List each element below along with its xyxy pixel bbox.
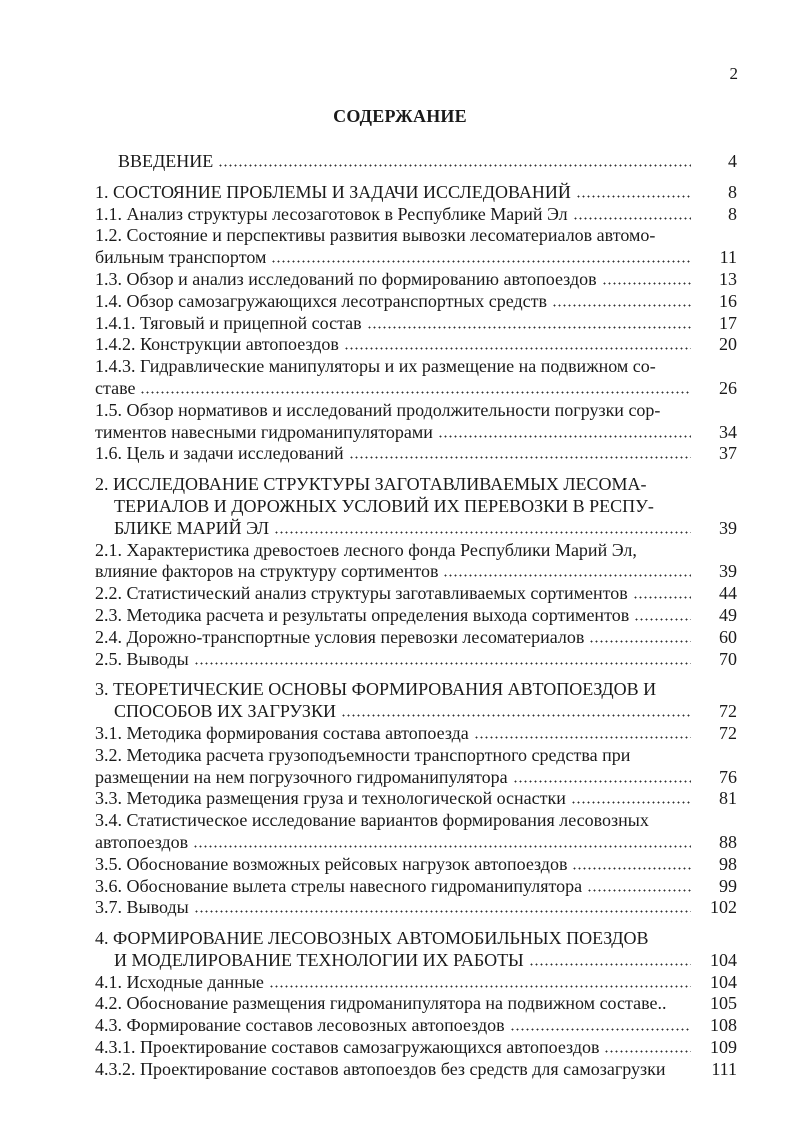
toc-entry-title: 3.6. Обоснование вылета стрелы навесного гидроманипулятора [95, 875, 583, 896]
toc-page-number: 8 [728, 203, 737, 224]
toc-entry-section [95, 745, 737, 789]
toc-entry-chapter [95, 679, 737, 723]
dot-leader [349, 456, 691, 459]
toc-entry-section [95, 334, 737, 356]
toc-line [95, 745, 737, 767]
toc-entry-section [95, 972, 737, 994]
toc-line [95, 518, 737, 540]
toc-entry-title: 2.4. Дорожно-транспортные условия перевозки лесоматериалов [95, 626, 585, 647]
toc-entry-title: 4.3.2. Проектирование составов автопоездов без средств для самозагрузки [95, 1058, 666, 1079]
toc-entry-title: СПОСОБОВ ИХ ЗАГРУЗКИ [114, 701, 336, 722]
toc-page-number: 88 [719, 831, 737, 852]
toc-page-number: 37 [719, 443, 737, 464]
dot-leader [274, 531, 691, 534]
toc-line [95, 972, 737, 994]
toc-line [95, 422, 737, 444]
dot-leader [571, 801, 691, 804]
toc-entry-title: 1.2. Состояние и перспективы развития вывозки лесоматериалов автомо- [95, 225, 656, 246]
toc-entry-section [95, 723, 737, 745]
dot-leader [529, 963, 691, 966]
toc-line [95, 723, 737, 745]
dot-leader [344, 347, 691, 350]
dot-leader [194, 662, 691, 665]
toc-entry-title: 4.3.1. Проектирование составов самозагружающихся автопоездов [95, 1037, 600, 1058]
dot-leader [513, 780, 691, 783]
toc-line [95, 540, 737, 562]
toc-entry-section [95, 876, 737, 898]
toc-line [95, 993, 737, 1015]
toc-line [95, 269, 737, 291]
toc-entry-section [95, 583, 737, 605]
toc-line [95, 788, 737, 810]
table-of-contents [95, 151, 737, 1081]
dot-leader [589, 640, 691, 643]
toc-line [95, 400, 737, 422]
toc-page-number: 72 [719, 722, 737, 743]
toc-entry-section [95, 269, 737, 291]
toc-entry-section [95, 897, 737, 919]
toc-entry-chapter [95, 928, 737, 972]
dot-leader [140, 391, 691, 394]
toc-entry-section [95, 443, 737, 465]
toc-page-number: 111 [711, 1058, 737, 1079]
toc-page-number: 20 [719, 334, 737, 355]
toc-page-number: 26 [719, 377, 737, 398]
toc-entry-title: 1.1. Анализ структуры лесозаготовок в Республике Марий Эл [95, 203, 568, 224]
toc-line [95, 767, 737, 789]
toc-page-number: 104 [710, 971, 737, 992]
toc-entry-title: 1.5. Обзор нормативов и исследований продолжительности погрузки сор- [95, 399, 661, 420]
toc-entry-section [95, 605, 737, 627]
toc-entry-title: 1.4.2. Конструкции автопоездов [95, 334, 339, 355]
toc-entry-title: 1.3. Обзор и анализ исследований по формированию автопоездов [95, 268, 597, 289]
toc-entry-title: 4.2. Обоснование размещения гидроманипулятора на подвижном составе.. [95, 993, 667, 1014]
toc-line [95, 334, 737, 356]
toc-entry-section [95, 649, 737, 671]
toc-entry-title: 3. ТЕОРЕТИЧЕСКИЕ ОСНОВЫ ФОРМИРОВАНИЯ АВТОПОЕЗДОВ И [95, 679, 657, 700]
toc-entry-title: И МОДЕЛИРОВАНИЕ ТЕХНОЛОГИИ ИХ РАБОТЫ [114, 949, 524, 970]
toc-entry-title: 2. ИССЛЕДОВАНИЕ СТРУКТУРЫ ЗАГОТАВЛИВАЕМЫХ ЛЕСОМА- [95, 474, 647, 495]
toc-page-number: 108 [710, 1015, 737, 1036]
toc-line [95, 1059, 737, 1081]
toc-line [118, 151, 737, 173]
toc-entry-title: бильным транспортом [95, 247, 267, 268]
toc-entry-section [95, 204, 737, 226]
toc-line [95, 378, 737, 400]
toc-line [95, 605, 737, 627]
toc-line [95, 832, 737, 854]
dot-leader [193, 845, 691, 848]
toc-entry-title: 4. ФОРМИРОВАНИЕ ЛЕСОВОЗНЫХ АВТОМОБИЛЬНЫХ ПОЕЗДОВ [95, 928, 649, 949]
toc-entry-title: 4.3. Формирование составов лесовозных автопоездов [95, 1015, 505, 1036]
toc-entry-chapter [95, 474, 737, 539]
toc-entry-title: тиментов навесными гидроманипуляторами [95, 421, 433, 442]
toc-entry-title: БЛИКЕ МАРИЙ ЭЛ [114, 517, 270, 538]
toc-page-number: 13 [719, 268, 737, 289]
toc-entry-title: 1.4.1. Тяговый и прицепной состав [95, 312, 362, 333]
dot-leader [634, 618, 691, 621]
toc-entry-section [95, 1059, 737, 1081]
dot-leader [269, 985, 691, 988]
dot-leader [474, 736, 691, 739]
toc-entry-section [95, 313, 737, 335]
toc-entry-section [95, 400, 737, 444]
toc-entry-title: размещении на нем погрузочного гидроманипулятора [95, 766, 508, 787]
toc-line [95, 928, 737, 950]
toc-entry-title: 1.4.3. Гидравлические манипуляторы и их размещение на подвижном со- [95, 356, 656, 377]
toc-entry-chapter [95, 182, 737, 204]
toc-page-number: 102 [710, 897, 737, 918]
toc-page-number: 34 [719, 421, 737, 442]
toc-line [95, 561, 737, 583]
toc-line [95, 313, 737, 335]
toc-entry-title: ставе [95, 377, 136, 398]
dot-leader [194, 910, 691, 913]
toc-page-number: 60 [719, 626, 737, 647]
toc-line [95, 496, 737, 518]
toc-entry-section [95, 810, 737, 854]
dot-leader [602, 282, 691, 285]
toc-line [95, 1015, 737, 1037]
toc-entry-title: влияние факторов на структуру сортиментов [95, 561, 439, 582]
dot-leader [510, 1028, 691, 1031]
toc-entry-section [95, 540, 737, 584]
dot-leader [443, 574, 691, 577]
toc-entry-title: 2.2. Статистический анализ структуры заготавливаемых сортиментов [95, 583, 628, 604]
toc-entry-title: 2.3. Методика расчета и результаты определения выхода сортиментов [95, 604, 630, 625]
dot-leader [438, 435, 691, 438]
toc-entry-title: 2.1. Характеристика древостоев лесного фонда Республики Марий Эл, [95, 539, 637, 560]
toc-page-number: 109 [710, 1037, 737, 1058]
toc-page-number: 8 [728, 181, 737, 202]
toc-page-number: 70 [719, 648, 737, 669]
page-number: 2 [729, 64, 738, 83]
toc-entry-title: 3.1. Методика формирования состава автопоезда [95, 722, 469, 743]
toc-entry-title: 3.7. Выводы [95, 897, 189, 918]
dot-leader [576, 195, 691, 198]
dot-leader [552, 304, 691, 307]
toc-entry-section [95, 291, 737, 313]
toc-entry-section [95, 627, 737, 649]
toc-line [95, 204, 737, 226]
toc-page-number: 4 [728, 151, 737, 171]
toc-line [95, 627, 737, 649]
toc-entry-intro [95, 151, 737, 173]
toc-line [95, 701, 737, 723]
toc-entry-title: ВВЕДЕНИЕ [118, 151, 214, 171]
toc-line [95, 649, 737, 671]
toc-page-number: 17 [719, 312, 737, 333]
toc-entry-title: 1. СОСТОЯНИЕ ПРОБЛЕМЫ И ЗАДАЧИ ИССЛЕДОВАНИЙ [95, 181, 571, 202]
toc-page-number: 99 [719, 875, 737, 896]
toc-entry-title: 3.2. Методика расчета грузоподъемности транспортного средства при [95, 744, 631, 765]
toc-entry-title: 1.4. Обзор самозагружающихся лесотранспортных средств [95, 290, 547, 311]
toc-entry-title: ТЕРИАЛОВ И ДОРОЖНЫХ УСЛОВИЙ ИХ ПЕРЕВОЗКИ В РЕСПУ- [114, 495, 654, 516]
toc-entry-section [95, 356, 737, 400]
toc-line [95, 679, 737, 701]
toc-page-number: 39 [719, 561, 737, 582]
toc-line [95, 182, 737, 204]
toc-page-number: 16 [719, 290, 737, 311]
toc-line [95, 356, 737, 378]
dot-leader [367, 326, 691, 329]
toc-line [95, 1037, 737, 1059]
toc-entry-section [95, 1037, 737, 1059]
toc-line [95, 474, 737, 496]
toc-entry-section [95, 854, 737, 876]
toc-entry-title: 2.5. Выводы [95, 648, 189, 669]
dot-leader [218, 164, 691, 167]
toc-line [95, 443, 737, 465]
toc-entry-title: 1.6. Цель и задачи исследований [95, 443, 344, 464]
toc-line [95, 291, 737, 313]
toc-page-number: 39 [719, 517, 737, 538]
toc-page-number: 76 [719, 766, 737, 787]
toc-page-number: 81 [719, 788, 737, 809]
dot-leader [341, 714, 691, 717]
page-title: СОДЕРЖАНИЕ [333, 106, 467, 126]
toc-entry-title: 3.3. Методика размещения груза и технологической оснастки [95, 788, 566, 809]
toc-page-number: 44 [719, 583, 737, 604]
toc-line [95, 897, 737, 919]
toc-entry-title: 4.1. Исходные данные [95, 971, 264, 992]
toc-line [95, 247, 737, 269]
toc-page-number: 72 [719, 701, 737, 722]
dot-leader [633, 596, 691, 599]
toc-line [95, 225, 737, 247]
toc-line [95, 810, 737, 832]
toc-page-number: 104 [710, 949, 737, 970]
toc-line [95, 950, 737, 972]
toc-line [95, 876, 737, 898]
dot-leader [587, 889, 691, 892]
dot-leader [271, 260, 691, 263]
dot-leader [573, 217, 691, 220]
toc-entry-section [95, 788, 737, 810]
toc-line [95, 854, 737, 876]
toc-entry-section [95, 225, 737, 269]
toc-entry-title: автопоездов [95, 831, 189, 852]
dot-leader [572, 867, 691, 870]
toc-entry-section [95, 993, 737, 1015]
dot-leader [604, 1050, 691, 1053]
toc-entry-title: 3.5. Обоснование возможных рейсовых нагрузок автопоездов [95, 853, 568, 874]
toc-line [95, 583, 737, 605]
toc-page-number: 105 [710, 993, 737, 1014]
toc-page-number: 98 [719, 853, 737, 874]
toc-entry-title: 3.4. Статистическое исследование вариантов формирования лесовозных [95, 810, 649, 831]
toc-page-number: 11 [719, 247, 737, 268]
toc-page-number: 49 [719, 604, 737, 625]
toc-entry-section [95, 1015, 737, 1037]
